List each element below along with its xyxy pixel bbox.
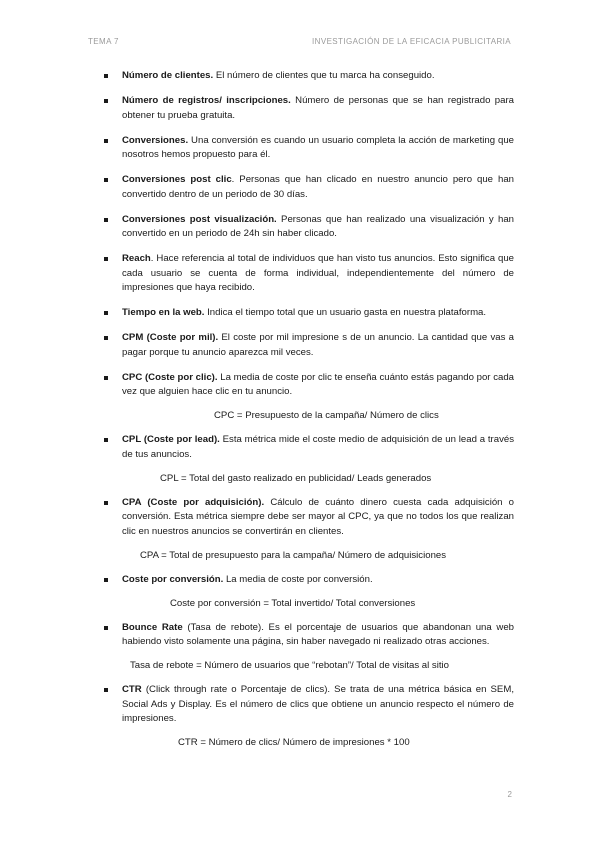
- item-text: Esta métrica mide el coste medio de adquisición de un lead a través de tus anuncios.: [122, 434, 514, 460]
- list-item: [104, 573, 514, 588]
- list-item: [104, 173, 514, 202]
- item-term: CTR: [122, 684, 142, 695]
- list-item: [104, 69, 514, 84]
- item-text: El coste por mil impresione s de un anuncio. La cantidad que vas a pagar porque tu anuncio aparezca mil veces.: [122, 332, 514, 358]
- item-term: CPC (Coste por clic).: [122, 371, 218, 383]
- bullet-icon: [104, 74, 108, 78]
- item-term: Número de clientes.: [122, 70, 214, 81]
- list-item: [104, 433, 514, 462]
- list-item: [104, 252, 514, 296]
- bullet-icon: [104, 218, 108, 222]
- bullet-icon: [104, 376, 108, 380]
- item-text: Número de personas que se han registrado para obtener tu prueba gratuita.: [122, 95, 514, 121]
- item-text: Una conversión es cuando un usuario completa la acción de marketing que nosotros hemos propuesto para él.: [122, 134, 514, 160]
- item-term: Coste por conversión.: [122, 573, 224, 585]
- item-text: El número de clientes que tu marca ha conseguido.: [213, 70, 435, 81]
- list-item: [104, 134, 514, 163]
- item-term: Conversiones post visualización.: [122, 213, 277, 225]
- bullet-icon: [104, 336, 108, 340]
- item-term: Bounce Rate: [122, 621, 183, 633]
- formula-cpl: CPL = Total del gasto realizado en publicidad/ Leads generados: [160, 472, 432, 484]
- item-term: Conversiones.: [122, 134, 189, 146]
- list-item: [104, 621, 514, 650]
- item-text: La media de coste por conversión.: [223, 573, 373, 585]
- formula-bounce: Tasa de rebote = Número de usuarios que “rebotan”/ Total de visitas al sitio: [130, 660, 449, 671]
- bullet-icon: [104, 311, 108, 315]
- formula-ctr: CTR = Número de clics/ Número de impresiones * 100: [178, 737, 410, 748]
- page-content: [104, 69, 514, 760]
- list-item: [104, 371, 514, 400]
- bullet-icon: [104, 438, 108, 442]
- item-text: Personas que han realizado una visualización y han convertido en un periodo de 24h sin haber clicado.: [122, 213, 514, 239]
- bullet-icon: [104, 578, 108, 582]
- item-text: (Tasa de rebote). Es el porcentaje de usuarios que abandonan una web habiendo visto solamente una página, sin haber navegado ni realizado otras acciones.: [122, 621, 514, 647]
- item-term: Conversiones post clic: [122, 174, 232, 185]
- item-text: La media de coste por clic te enseña cuánto estás pagando por cada vez que alguien hace clic en tu anuncio.: [122, 371, 514, 397]
- list-item: [104, 496, 514, 540]
- list-item: [104, 306, 514, 321]
- item-text: (Click through rate o Porcentaje de clics). Se trata de una métrica básica en SEM, Social Ads y Display. Es el número de clics que obtiene un anuncio respecto el número de impresiones.: [122, 684, 514, 724]
- page-number: 2: [507, 790, 512, 799]
- item-text: Cálculo de cuánto dinero cuesta cada adquisición o conversión. Esta métrica siempre debe ser mayor al CPC, ya que no todos los que realizan clic en nuestros anuncios se convertirán en clientes.: [122, 496, 515, 537]
- header-title: INVESTIGACIÓN DE LA EFICACIA PUBLICITARIA: [312, 37, 511, 46]
- formula-coste-conversion: Coste por conversión = Total invertido/ Total conversiones: [170, 597, 416, 609]
- bullet-icon: [104, 257, 108, 261]
- header-chapter: TEMA 7: [88, 37, 119, 46]
- bullet-icon: [104, 501, 108, 505]
- item-term: CPL (Coste por lead).: [122, 434, 220, 445]
- bullet-icon: [104, 688, 108, 692]
- list-item: [104, 683, 514, 727]
- bullet-icon: [104, 626, 108, 630]
- item-term: CPA (Coste por adquisición).: [122, 496, 265, 508]
- item-text: . Hace referencia al total de individuos que han visto tus anuncios. Esto significa que cada usuario se cuenta de forma individual, independientemente del número de impresiones que haya recibido.: [122, 253, 514, 293]
- formula-cpc: CPC = Presupuesto de la campaña/ Número de clics: [214, 410, 439, 421]
- item-term: Tiempo en la web.: [122, 307, 205, 318]
- item-text: . Personas que han clicado en nuestro anuncio pero que han convertido dentro de un periodo de 30 días.: [122, 174, 514, 200]
- item-text: Indica el tiempo total que un usuario gasta en nuestra plataforma.: [204, 307, 487, 318]
- list-item: [104, 94, 514, 123]
- bullet-icon: [104, 139, 108, 143]
- item-term: CPM (Coste por mil).: [122, 332, 219, 343]
- item-term: Número de registros/ inscripciones.: [122, 95, 291, 106]
- list-item: [104, 331, 514, 360]
- formula-cpa: CPA = Total de presupuesto para la campaña/ Número de adquisiciones: [140, 549, 447, 561]
- bullet-icon: [104, 178, 108, 182]
- item-term: Reach: [122, 253, 151, 264]
- list-item: [104, 213, 514, 242]
- bullet-icon: [104, 99, 108, 103]
